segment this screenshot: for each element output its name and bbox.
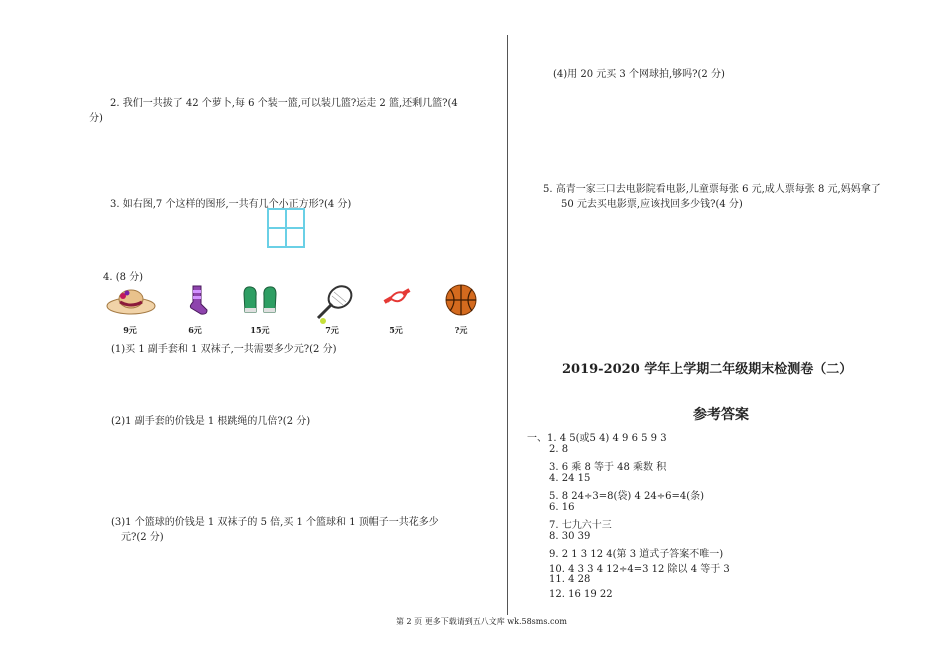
answer-line: 一、1. 4 5(或5 4) 4 9 6 5 9 3 [527, 433, 667, 444]
basketball-icon [436, 284, 486, 316]
tennis-racket-price: 7元 [325, 325, 339, 335]
answer-line: 2. 8 [549, 444, 569, 455]
gloves-price: 15元 [250, 325, 270, 335]
sub-question-2: (2)1 副手套的价钱是 1 根跳绳的几倍?(2 分) [111, 416, 311, 427]
exam-title: 2019-2020 学年上学期二年级期末检测卷（二） [562, 362, 853, 377]
gloves-icon [235, 284, 285, 316]
tennis-racket-icon [308, 284, 358, 324]
answer-line: 3. 6 乘 8 等于 48 乘数 积 [549, 462, 667, 473]
answer-line: 7. 七九六十三 [549, 520, 612, 531]
sock-price: 6元 [188, 325, 202, 335]
sock-icon [172, 284, 222, 316]
grid-horizontal-line [269, 227, 303, 229]
square-grid-figure [267, 208, 305, 248]
question-5-line1: 5. 高青一家三口去电影院看电影,儿童票每张 6 元,成人票每张 8 元,妈妈拿了 [543, 184, 881, 195]
jump-rope-price: 5元 [389, 325, 403, 335]
question-3: 3. 如右图,7 个这样的图形,一共有几个小正方形?(4 分) [110, 199, 352, 210]
answer-line: 12. 16 19 22 [549, 589, 613, 600]
jump-rope-icon [372, 284, 422, 310]
answer-line: 10. 4 3 3 4 12÷4=3 12 除以 4 等于 3 [549, 564, 730, 575]
answer-line: 6. 16 [549, 502, 575, 513]
column-divider [507, 35, 508, 615]
answer-line: 9. 2 1 3 12 4(第 3 道式子答案不唯一) [549, 549, 724, 560]
question-5-line2: 50 元去买电影票,应该找回多少钱?(4 分) [561, 199, 743, 210]
question-4: 4. (8 分) [103, 272, 144, 283]
sub-question-3-line2: 元?(2 分) [121, 532, 164, 543]
question-2-line2: 分) [89, 113, 103, 124]
page-footer: 第 2 页 更多下载请到五八文库 wk.58sms.com [396, 617, 567, 626]
question-2-line1: 2. 我们一共拔了 42 个萝卜,每 6 个装一篮,可以装几篮?运走 2 篮,还剩几篮?(4 [110, 98, 458, 109]
answer-line: 11. 4 28 [549, 574, 591, 585]
answer-line: 8. 30 39 [549, 531, 591, 542]
sub-question-3-line1: (3)1 个篮球的价钱是 1 双袜子的 5 倍,买 1 个篮球和 1 顶帽子一共花多少 [111, 517, 439, 528]
sub-question-1: (1)买 1 副手套和 1 双袜子,一共需要多少元?(2 分) [111, 344, 337, 355]
answer-line: 5. 8 24÷3=8(袋) 4 24÷6=4(条) [549, 491, 704, 502]
hat-price: 9元 [123, 325, 137, 335]
answers-title: 参考答案 [693, 407, 749, 423]
hat-icon [105, 284, 155, 316]
basketball-price: ?元 [454, 325, 468, 335]
sub-question-4: (4)用 20 元买 3 个网球拍,够吗?(2 分) [553, 69, 725, 80]
answer-line: 4. 24 15 [549, 473, 591, 484]
